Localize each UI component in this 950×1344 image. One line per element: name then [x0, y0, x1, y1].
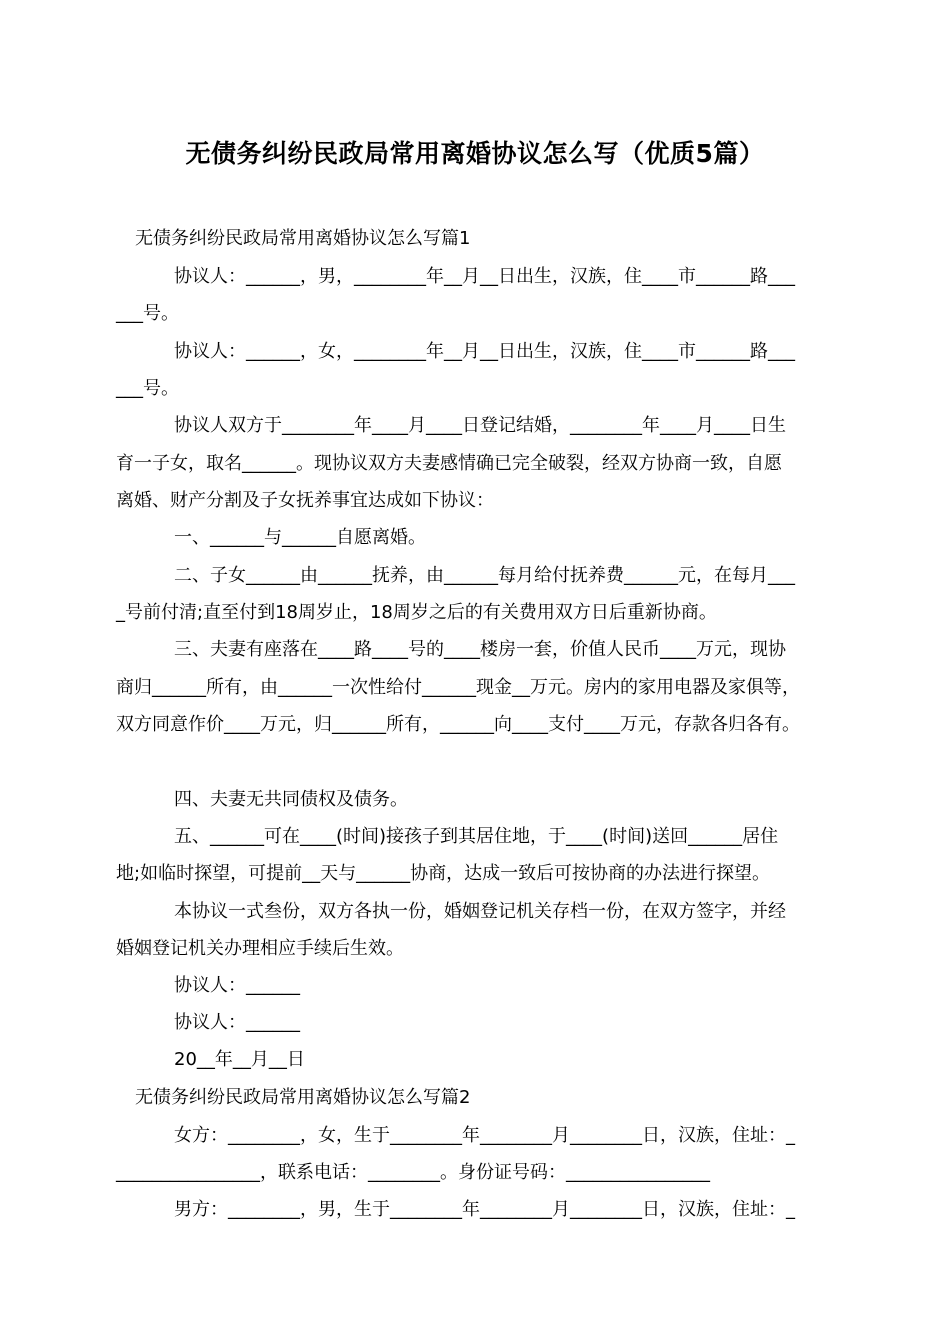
- paragraph-line: ___号。: [116, 378, 179, 399]
- clause-line: _号前付清;直至付到18周岁止，18周岁之后的有关费用双方日后重新协商。: [116, 602, 717, 623]
- paragraph-line: ________________，联系电话：________。身份证号码：________________: [116, 1162, 710, 1183]
- paragraph-line: 协议人：______，女，________年__月__日出生，汉族，住____市______路___: [174, 341, 795, 362]
- date-line: 20__年__月__日: [174, 1049, 305, 1070]
- clause-line: 二、子女______由______抚养，由______每月给付抚养费______元，在每月___: [174, 565, 795, 586]
- paragraph-line: 本协议一式叁份，双方各执一份，婚姻登记机关存档一份，在双方签字，并经: [174, 901, 786, 922]
- clause-line: 五、______可在____(时间)接孩子到其居住地，于____(时间)送回______居住: [174, 826, 779, 847]
- section-heading-2: 无债务纠纷民政局常用离婚协议怎么写篇2: [135, 1087, 471, 1108]
- document-title: 无债务纠纷民政局常用离婚协议怎么写（优质5篇）: [185, 139, 765, 168]
- signature-line: 协议人：______: [174, 1012, 300, 1033]
- clause-line: 商归______所有，由______一次性给付______现金__万元。房内的家用电器及家俱等，: [116, 677, 800, 698]
- paragraph-line: 协议人：______，男，________年__月__日出生，汉族，住____市______路___: [174, 266, 795, 287]
- clause-line: 双方同意作价____万元，归______所有，______向____支付____万元，存款各归各有。: [116, 714, 800, 735]
- clause-line: 地;如临时探望，可提前__天与______协商，达成一致后可按协商的办法进行探望。: [116, 863, 771, 884]
- paragraph-line: 育一子女，取名______。现协议双方夫妻感情确已完全破裂，经双方协商一致，自愿: [116, 453, 782, 474]
- paragraph-line: 离婚、财产分割及子女抚养事宜达成如下协议：: [116, 490, 494, 511]
- paragraph-line: ___号。: [116, 303, 179, 324]
- paragraph-line: 婚姻登记机关办理相应手续后生效。: [116, 938, 404, 959]
- signature-line: 协议人：______: [174, 975, 300, 996]
- clause-line: 三、夫妻有座落在____路____号的____楼房一套，价值人民币____万元，现协: [174, 639, 786, 660]
- paragraph-line: 男方：________，男，生于________年________月________日，汉族，住址：_: [174, 1199, 795, 1220]
- clause-line: 一、______与______自愿离婚。: [174, 527, 426, 548]
- paragraph-line: 协议人双方于________年____月____日登记结婚，________年____月____日生: [174, 415, 786, 436]
- section-heading-1: 无债务纠纷民政局常用离婚协议怎么写篇1: [135, 228, 471, 249]
- paragraph-line: 女方：________，女，生于________年________月________日，汉族，住址：_: [174, 1125, 795, 1146]
- clause-line: 四、夫妻无共同债权及债务。: [174, 789, 408, 810]
